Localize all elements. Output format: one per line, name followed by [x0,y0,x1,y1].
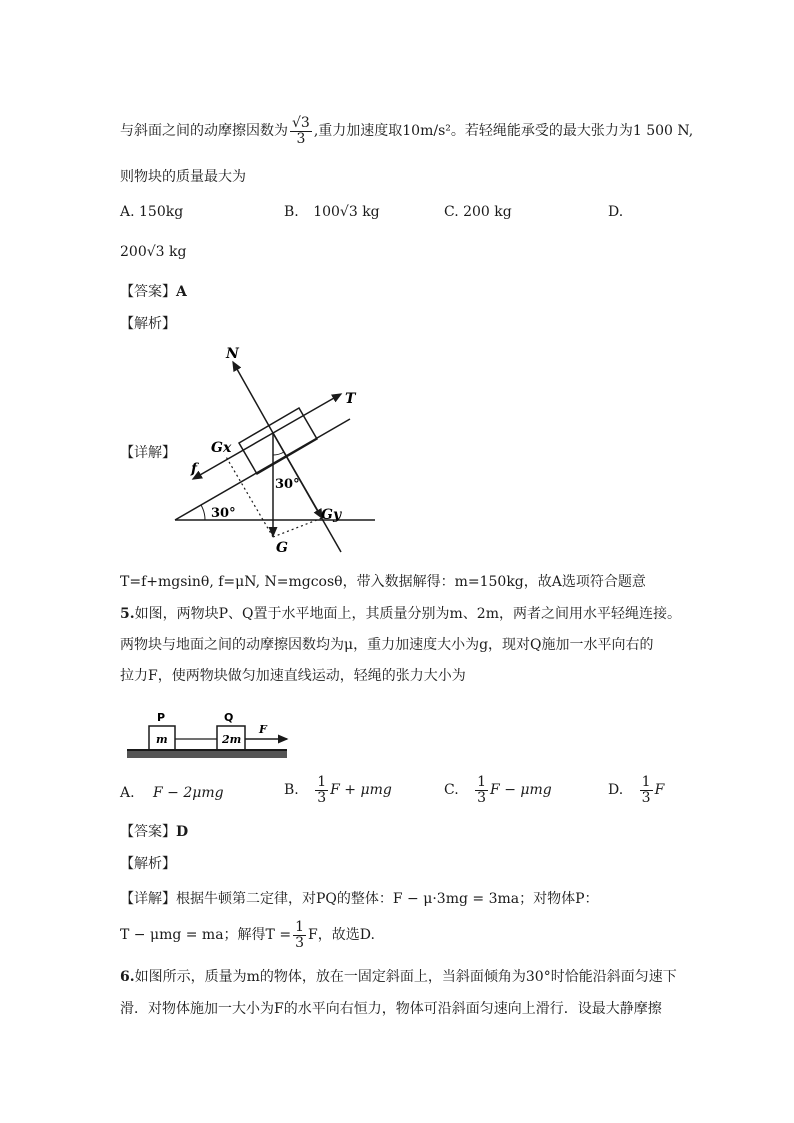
label-t: T [345,391,356,407]
p4-option-a: A. 150kg [120,204,184,220]
mu-numerator: √3 [292,115,310,131]
label-gx: Gx [211,440,232,456]
q6-line1-text: 如图所示，质量为m的物体，放在一固定斜面上，当斜面倾角为30°时恰能沿斜面匀速下 [134,969,677,985]
ground-hatch [127,750,287,758]
answer-value: A [176,284,187,300]
incline-line [175,419,350,520]
p4-formula: T=f+mgsinθ, f=μN, N=mgcosθ，带入数据解得：m=150kg，故A选项符合题意 [120,574,646,590]
normal-arrow [233,362,273,433]
detail-tag: 【详解】 [120,891,176,907]
frac-denominator: 3 [641,789,651,806]
answer-tag: 【答案】 [120,284,176,300]
mu-fraction [290,116,312,146]
q5-option-c-label: C. [444,782,459,799]
q5-detail-text2b: F，故选D. [308,927,375,944]
label-f-force: F [259,723,267,736]
p4-line1-b: ,重力加速度取10m/s²。若轻绳能承受的最大张力为1 500 N, [313,123,694,140]
frac-numerator: 1 [295,919,304,935]
frac-numerator: 1 [641,774,651,790]
frac-numerator: 1 [317,774,327,790]
gy-arrow [273,433,322,518]
q5-detail-text2a: T − μmg = ma；解得T = [120,927,292,944]
q5-detail-line2 [120,920,375,950]
q5-detail-line1 [120,888,599,908]
q5-number: 5. [120,606,135,622]
mu-denominator: 3 [296,130,306,147]
q5-option-b-tail: F + μmg [330,782,392,799]
q5-option-c [444,775,552,805]
detail-tag: 【详解】 [120,445,176,461]
answer-value: D [176,824,189,840]
label-f: f [191,461,198,477]
q5-option-d-frac [640,775,653,805]
p4-option-b-label: B. [284,204,299,220]
label-angle-top: 30° [275,477,300,492]
q5-answer [120,821,188,841]
p4-option-c: C. 200 kg [444,204,512,220]
p4-option-d-label: D. [608,204,624,220]
frac-denominator: 3 [295,934,304,951]
q5-option-d-tail: F [654,782,665,799]
angle-arc-base [201,505,205,520]
p4-line2: 则物块的质量最大为 [120,169,246,185]
two-block-figure [125,706,295,764]
angle-arc-top [273,452,284,455]
q6-number: 6. [120,969,135,985]
dotted-gy [273,518,322,537]
q5-line2: 两物块与地面之间的动摩擦因数均为μ，重力加速度大小为g，现对Q施加一水平向右的 [120,637,654,653]
q5-option-b [284,775,392,805]
label-m: m [156,733,168,746]
p4-option-d-value: 200√3 kg [120,244,187,260]
label-2m: 2m [222,733,242,746]
label-n: N [226,346,239,362]
q5-detail-frac [293,920,306,950]
p4-line1 [120,116,693,146]
label-q: Q [224,711,234,724]
q5-option-a-value: F − 2μmg [153,785,224,801]
p4-option-b [284,204,380,220]
q5-detail-text1: 根据牛顿第二定律，对PQ的整体：F − μ·3mg = 3ma；对物体P： [176,891,599,907]
label-g: G [276,540,288,556]
q6-line2: 滑．对物体施加一大小为F的水平向右恒力，物体可沿斜面匀速向上滑行．设最大静摩擦 [120,1001,662,1017]
q5-line1-text: 如图，两物块P、Q置于水平地面上，其质量分别为m、2m，两者之间用水平轻绳连接。 [134,606,681,622]
q5-option-c-tail: F − μmg [490,782,552,799]
frac-denominator: 3 [317,789,327,806]
tension-arrow [273,394,341,433]
answer-tag: 【答案】 [120,824,176,840]
label-p: P [157,711,166,724]
label-gy: Gy [321,507,342,523]
q5-option-c-frac [475,775,488,805]
q5-option-d [608,775,664,805]
p4-answer [120,281,187,301]
analysis-tag: 【解析】 [120,856,176,872]
p4-line1-a: 与斜面之间的动摩擦因数为 [120,123,288,140]
label-angle-base: 30° [211,506,236,521]
q5-option-b-frac [315,775,328,805]
frac-numerator: 1 [477,774,487,790]
q5-line1 [120,603,681,623]
q5-option-d-label: D. [608,782,624,799]
q5-option-b-label: B. [284,782,299,799]
q5-line3: 拉力F，使两物块做匀加速直线运动，轻绳的张力大小为 [120,668,466,684]
p4-option-b-value: 100√3 kg [313,204,380,220]
frac-denominator: 3 [477,789,487,806]
q5-option-a [120,785,224,801]
incline-force-diagram [165,340,395,560]
q6-line1 [120,966,677,986]
q5-option-a-label: A. [120,785,135,801]
analysis-tag: 【解析】 [120,316,176,332]
